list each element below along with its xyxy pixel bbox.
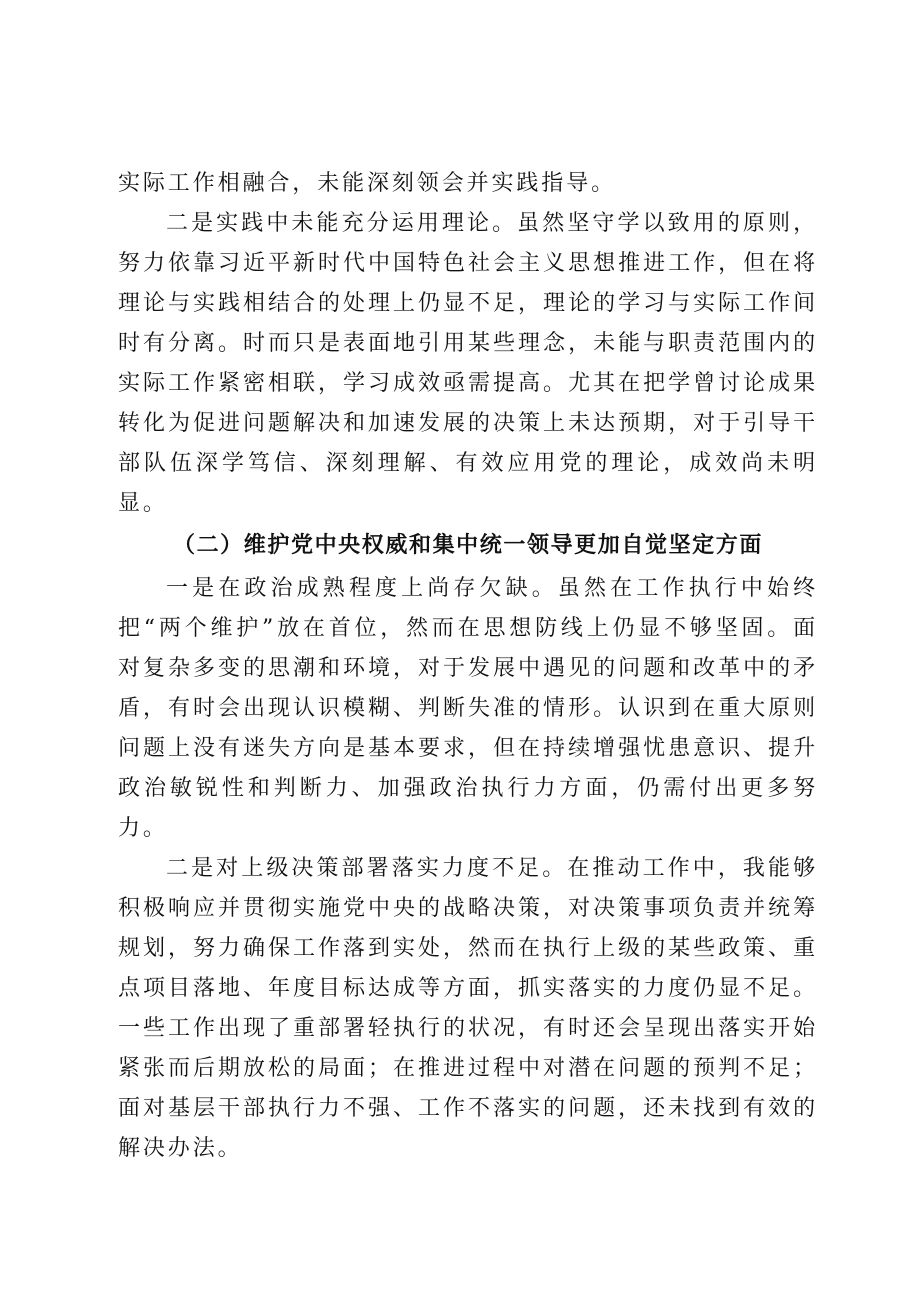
- paragraph-continuation: 实际工作相融合，未能深刻领会并实践指导。: [118, 171, 617, 196]
- document-body: [118, 164, 818, 1169]
- section-heading: （二）维护党中央权威和集中统一领导更加自觉坚定方面: [172, 533, 763, 558]
- paragraph-theory-practice: 二是实践中未能充分运用理论。虽然坚守学以致用的原则，努力依靠习近平新时代中国特色社会主义思想推进工作，但在将理论与实践相结合的处理上仍显不足，理论的学习与实际工作间时有分离。时而只是表面地引用某些理念，未能与职责范围内的实际工作紧密相联，学习成效亟需提高。尤其在把学曾讨论成果转化为促进问题解决和加速发展的决策上未达预期，对于引导干部队伍深学笃信、深刻理解、有效应用党的理论，成效尚未明显。: [118, 211, 818, 516]
- paragraph-political-maturity: 一是在政治成熟程度上尚存欠缺。虽然在工作执行中始终把“两个维护”放在首位，然而在思想防线上仍显不够坚固。面对复杂多变的思潮和环境，对于发展中遇见的问题和改革中的矛盾，有时会出现认识模糊、判断失准的情形。认识到在重大原则问题上没有迷失方向是基本要求，但在持续增强忧患意识、提升政治敏锐性和判断力、加强政治执行力方面，仍需付出更多努力。: [118, 576, 818, 841]
- paragraph-implementation: 二是对上级决策部署落实力度不足。在推动工作中，我能够积极响应并贯彻实施党中央的战略决策，对决策事项负责并统筹规划，努力确保工作落到实处，然而在执行上级的某些政策、重点项目落地、年度目标达成等方面，抓实落实的力度仍显不足。一些工作出现了重部署轻执行的状况，有时还会呈现出落实开始紧张而后期放松的局面；在推进过程中对潜在问题的预判不足；面对基层干部执行力不强、工作不落实的问题，还未找到有效的解决办法。: [118, 856, 818, 1161]
